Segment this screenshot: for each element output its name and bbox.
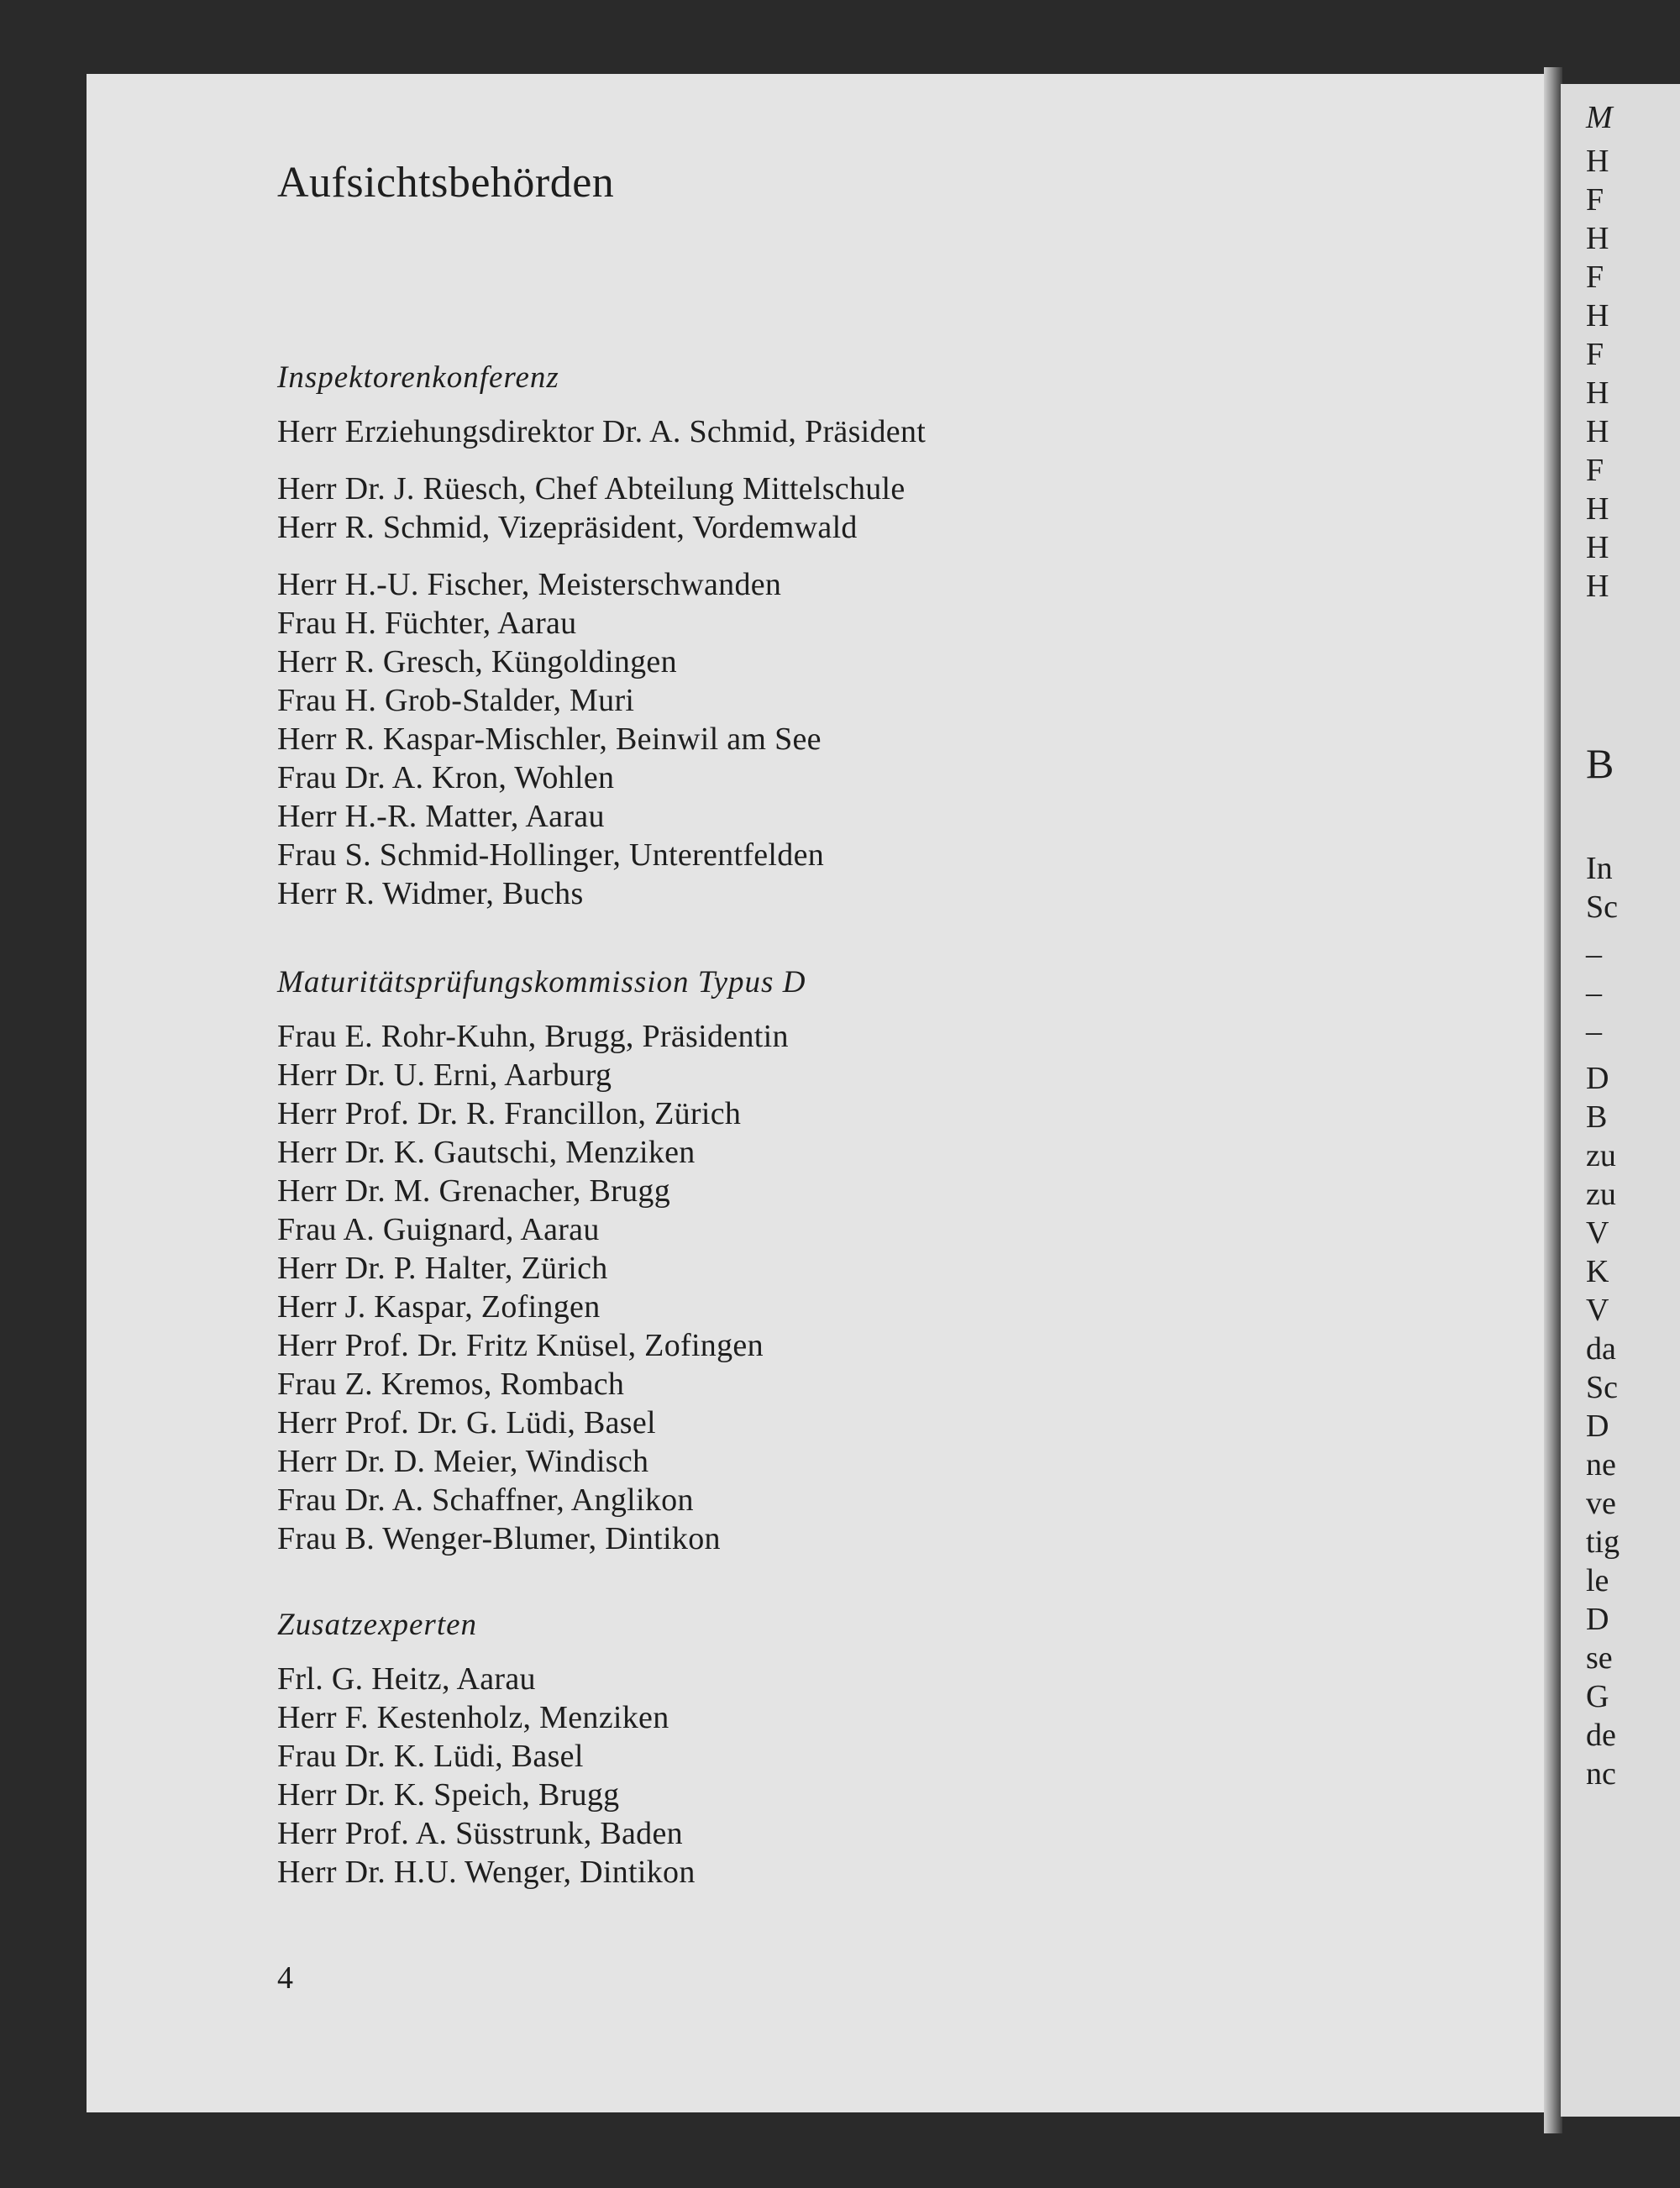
member-entry: Herr H.-U. Fischer, Meisterschwanden — [277, 567, 782, 602]
section — [277, 1607, 696, 1892]
section-title: Maturitätsprüfungskommission Typus D — [277, 965, 806, 1000]
member-entry: Herr Dr. K. Gautschi, Menziken — [277, 1135, 696, 1170]
right-page-fragment: H — [1586, 298, 1609, 333]
member-entry: Frau S. Schmid-Hollinger, Unterentfelden — [277, 837, 825, 873]
right-page-fragment: D — [1586, 1602, 1609, 1637]
right-page-fragment: Sc — [1586, 1370, 1618, 1405]
section-title: Zusatzexperten — [277, 1608, 478, 1642]
right-page-fragment: – — [1586, 937, 1602, 972]
group-gap — [277, 451, 926, 470]
member-entry: Frau Z. Kremos, Rombach — [277, 1367, 625, 1402]
member-entry: Frau E. Rohr-Kuhn, Brugg, Präsidentin — [277, 1019, 789, 1054]
right-page-edge — [1561, 84, 1680, 2117]
right-page-fragment: V — [1586, 1215, 1609, 1251]
member-entry: Herr Prof. Dr. R. Francillon, Zürich — [277, 1096, 742, 1131]
member-entry: Herr F. Kestenholz, Menziken — [277, 1700, 669, 1735]
right-page-fragment: M — [1586, 100, 1613, 135]
member-entry: Frau Dr. A. Kron, Wohlen — [277, 760, 615, 795]
member-entry: Herr Prof. Dr. Fritz Knüsel, Zofingen — [277, 1328, 764, 1363]
right-page-fragment: le — [1586, 1563, 1609, 1598]
member-entry: Herr Prof. Dr. G. Lüdi, Basel — [277, 1405, 656, 1440]
right-page-fragment: – — [1586, 975, 1602, 1010]
member-entry: Herr Dr. J. Rüesch, Chef Abteilung Mittelschule — [277, 471, 906, 506]
right-page-fragment: V — [1586, 1293, 1609, 1328]
member-entry: Herr Dr. P. Halter, Zürich — [277, 1251, 608, 1286]
member-entry: Frau H. Füchter, Aarau — [277, 606, 577, 641]
member-entry: Herr H.-R. Matter, Aarau — [277, 799, 605, 834]
member-entry: Herr Dr. H.U. Wenger, Dintikon — [277, 1855, 696, 1890]
right-page-fragment: – — [1586, 1014, 1602, 1049]
right-page-fragment: ne — [1586, 1447, 1616, 1482]
section — [277, 964, 806, 1558]
member-entry: Frau B. Wenger-Blumer, Dintikon — [277, 1521, 721, 1556]
member-entry: Frau H. Grob-Stalder, Muri — [277, 683, 635, 718]
left-page — [87, 74, 1558, 2112]
member-entry: Frau Dr. K. Lüdi, Basel — [277, 1739, 584, 1774]
right-page-fragment: Sc — [1586, 889, 1618, 925]
right-page-fragment: H — [1586, 491, 1609, 527]
group-gap — [277, 547, 926, 565]
page-number: 4 — [277, 1960, 293, 1996]
page-title: Aufsichtsbehörden — [277, 159, 615, 207]
member-entry: Herr R. Widmer, Buchs — [277, 876, 584, 911]
member-entry: Frau Dr. A. Schaffner, Anglikon — [277, 1482, 694, 1518]
right-page-fragment: In — [1586, 851, 1613, 886]
right-page-fragment: B — [1586, 740, 1614, 787]
right-page-fragment: se — [1586, 1640, 1613, 1676]
right-page-fragment: H — [1586, 375, 1609, 411]
book-gutter — [1544, 67, 1562, 2133]
right-page-fragment: F — [1586, 182, 1604, 218]
right-page-fragment: H — [1586, 144, 1609, 179]
right-page-fragment: da — [1586, 1331, 1616, 1367]
right-page-fragment: H — [1586, 221, 1609, 256]
member-entry: Herr Prof. A. Süsstrunk, Baden — [277, 1816, 683, 1851]
section — [277, 359, 926, 913]
right-page-fragment: D — [1586, 1061, 1609, 1096]
member-entry: Herr Dr. U. Erni, Aarburg — [277, 1057, 612, 1093]
right-page-fragment: B — [1586, 1099, 1608, 1135]
member-entry: Frl. G. Heitz, Aarau — [277, 1661, 536, 1697]
right-page-fragment: zu — [1586, 1177, 1616, 1212]
right-page-fragment: nc — [1586, 1756, 1616, 1792]
member-entry: Herr R. Schmid, Vizepräsident, Vordemwald — [277, 510, 858, 545]
right-page-fragment: H — [1586, 569, 1609, 604]
right-page-fragment: zu — [1586, 1138, 1616, 1173]
member-entry: Herr R. Gresch, Küngoldingen — [277, 644, 677, 679]
right-page-fragment: G — [1586, 1679, 1609, 1714]
right-page-fragment: K — [1586, 1254, 1609, 1289]
member-entry: Herr Dr. D. Meier, Windisch — [277, 1444, 649, 1479]
member-entry: Frau A. Guignard, Aarau — [277, 1212, 600, 1247]
member-entry: Herr R. Kaspar-Mischler, Beinwil am See — [277, 721, 822, 757]
section-title: Inspektorenkonferenz — [277, 360, 559, 395]
right-page-fragment: D — [1586, 1409, 1609, 1444]
member-entry: Herr Dr. M. Grenacher, Brugg — [277, 1173, 670, 1209]
right-page-fragment: tig — [1586, 1524, 1620, 1560]
right-page-fragment: H — [1586, 414, 1609, 449]
right-page-fragment: H — [1586, 530, 1609, 565]
member-entry: Herr J. Kaspar, Zofingen — [277, 1289, 601, 1325]
right-page-fragment: ve — [1586, 1486, 1616, 1521]
right-page-fragment: F — [1586, 337, 1604, 372]
member-entry: Herr Dr. K. Speich, Brugg — [277, 1777, 620, 1813]
right-page-fragment: de — [1586, 1718, 1616, 1753]
right-page-fragment: F — [1586, 453, 1604, 488]
right-page-fragment: F — [1586, 260, 1604, 295]
member-entry: Herr Erziehungsdirektor Dr. A. Schmid, Präsident — [277, 414, 927, 449]
